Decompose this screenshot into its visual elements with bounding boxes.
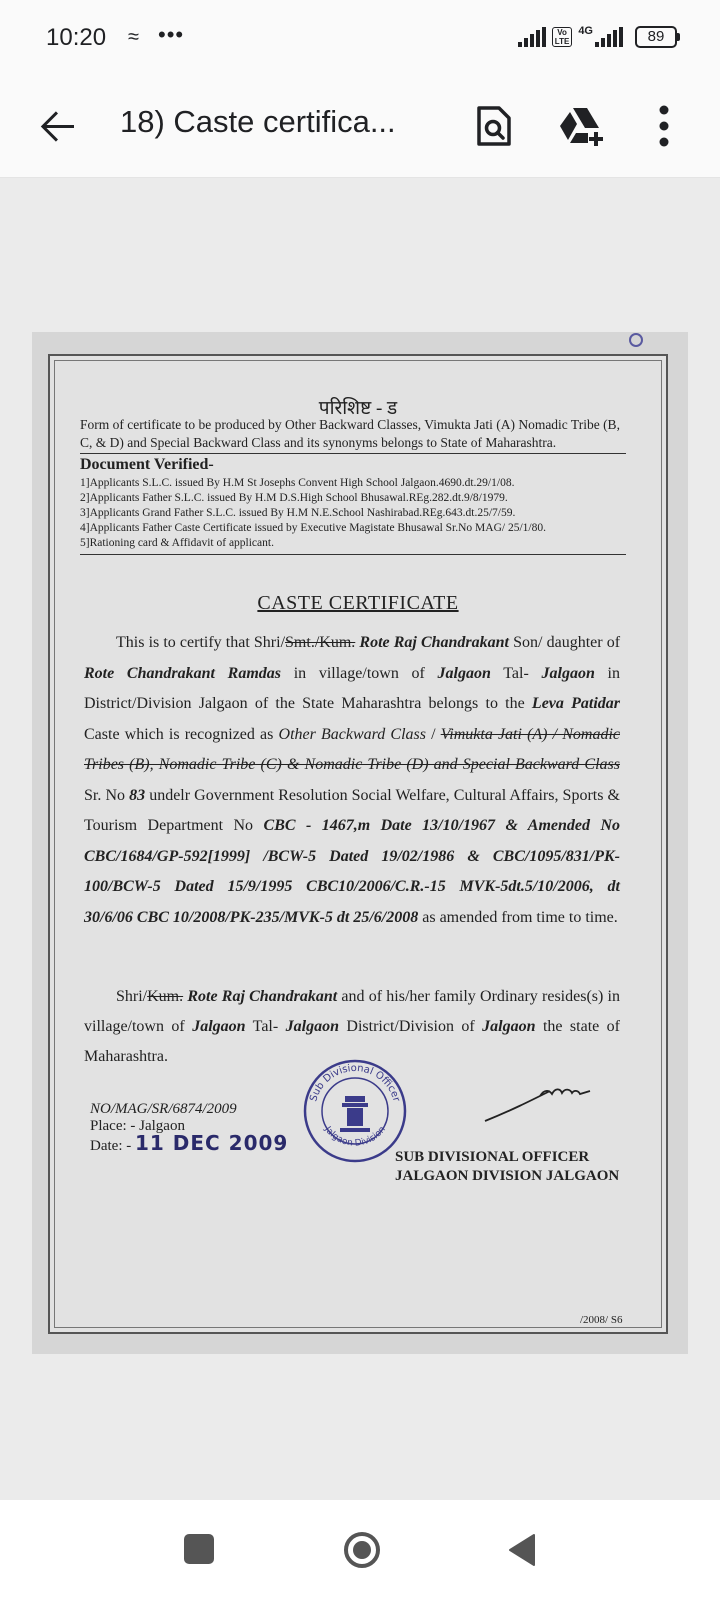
page-title: 18) Caste certifica... (120, 104, 396, 139)
notification-icon: ≈ (128, 26, 139, 48)
system-nav-bar (0, 1500, 720, 1600)
more-vertical-icon (652, 100, 676, 152)
home-button[interactable] (342, 1530, 382, 1570)
battery-icon (635, 26, 680, 48)
list-item: 2]Applicants Father S.L.C. issued By H.M D.S.High School Bhusawal.REg.282.dt.9/8/1979. (80, 492, 508, 504)
back-triangle-icon (506, 1532, 538, 1568)
network-type: 4G (578, 25, 593, 37)
recents-button[interactable] (184, 1534, 214, 1564)
certificate-heading: CASTE CERTIFICATE (257, 592, 459, 614)
date-stamp: 11 DEC 2009 (134, 1131, 289, 1155)
list-item: 1]Applicants S.L.C. issued By H.M St Josephs Convent High School Jalgaon.4690.dt.29/1/08. (80, 477, 515, 489)
residence-paragraph: Shri/Kum. Rote Raj Chandrakant and of his/her family Ordinary resides(s) in village/town of Jalgaon Tal- Jalgaon District/Division of Jalgaon the state of Maharashtra. (84, 988, 621, 1065)
status-time: 10:20 (46, 24, 107, 51)
reference-number: NO/MAG/SR/6874/2009 (90, 1101, 237, 1117)
appendix-heading: परिशिष्ट - ड (318, 398, 398, 419)
documents-verified-title: Document Verified- (80, 456, 214, 473)
document-viewer[interactable] (0, 178, 720, 1500)
signal-icon-2 (595, 27, 623, 47)
place: Place: - Jalgaon (90, 1118, 185, 1134)
status-bar (0, 0, 720, 80)
battery-level: 89 (635, 26, 677, 48)
find-in-document-button[interactable] (470, 102, 518, 150)
status-right (518, 26, 680, 48)
app-bar (0, 80, 720, 178)
signal-icon (518, 27, 546, 47)
official-seal-icon (300, 1056, 410, 1166)
list-item: 5]Rationing card & Affidavit of applicant. (80, 537, 274, 549)
more-notifications-icon: ••• (158, 22, 185, 47)
certificate-intro: Form of certificate to be produced by Other Backward Classes, Vimukta Jati (A) Nomadic Tribe (B, C, & D) and Special Backward Class and its synonyms belongs to State of Maharashtra. (80, 417, 620, 450)
document-search-icon (470, 102, 518, 150)
svg-text:Jalgaon Division: Jalgaon Division (322, 1124, 388, 1149)
svg-text:Sub Divisional Officer: Sub Divisional Officer (308, 1062, 402, 1103)
certificate-paper (48, 354, 668, 1334)
document-image[interactable] (32, 332, 688, 1354)
more-options-button[interactable] (652, 100, 676, 152)
volte-badge: Vo LTE (552, 27, 573, 47)
footer-code: /2008/ S6 (580, 1314, 623, 1326)
add-to-drive-icon (556, 100, 608, 152)
back-button[interactable] (34, 102, 82, 150)
home-circle-icon (342, 1530, 382, 1570)
paper-clip-icon (626, 332, 646, 348)
signature-icon (480, 1071, 620, 1131)
certificate-body: This is to certify that Shri/Smt./Kum. Rote Raj Chandrakant Son/ daughter of Rote Chandrakant Ramdas in village/town of Jalgaon Tal- Jalgaon in District/Division Jalgaon of the State Maharashtra belongs to the Leva Patidar Caste which is recognized as Other Backward Class / Vimukta Jati (A) / Nomadic Tribes (B), Nomadic Tribe (C) & Nomadic Tribe (D) and Special Backward Class Sr. No 83 undelr Government Resolution Social Welfare, Cultural Affairs, Sports & Tourism Department No CBC - 1467,m Date 13/10/1967 & Amended No CBC/1684/GP-592[1999] /BCW-5 Dated 19/02/1986 & CBC/1095/831/PK-100/BCW-5 Dated 15/9/1995 CBC10/2006/C.R.-15 MVK-5dt.5/10/2006, dt 30/6/06 CBC 10/2008/PK-235/MVK-5 dt 25/6/2008 as amended from time to time. (84, 634, 621, 926)
officer-designation: SUB DIVISIONAL OFFICER JALGAON DIVISION JALGAON (395, 1149, 620, 1184)
arrow-left-icon (34, 102, 82, 150)
reference-block (90, 1101, 288, 1155)
list-item: 3]Applicants Grand Father S.L.C. issued By H.M N.E.School Nashirabad.REg.643.dt.25/7/59. (80, 507, 516, 519)
documents-verified-list (80, 476, 626, 551)
add-to-drive-button[interactable] (556, 100, 608, 152)
system-back-button[interactable] (506, 1532, 538, 1568)
date-row: Date: - 11 DEC 2009 (90, 1131, 289, 1155)
list-item: 4]Applicants Father Caste Certificate issued by Executive Magistate Bhusawal Sr.No MAG/ 25/1/80. (80, 522, 546, 534)
